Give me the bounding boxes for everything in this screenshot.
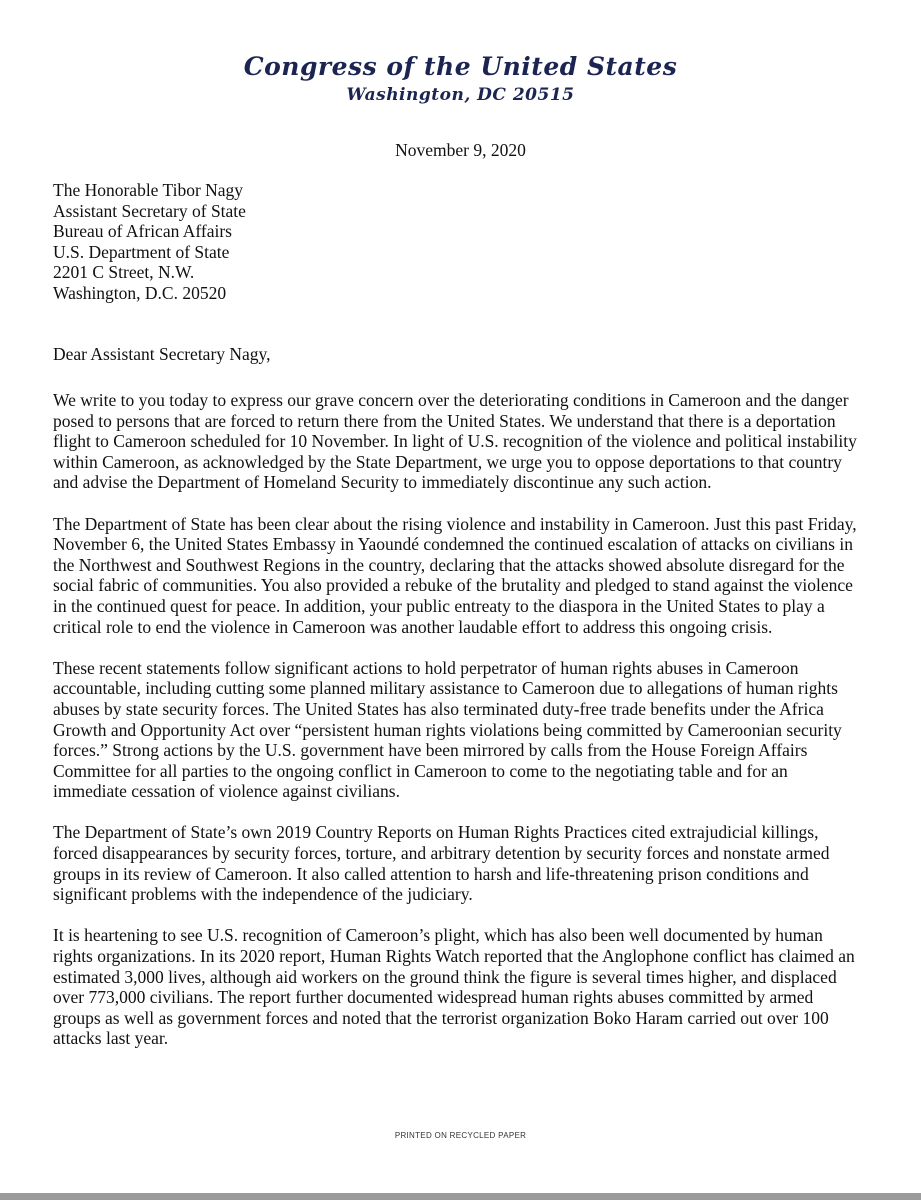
page-bottom-edge bbox=[0, 1193, 921, 1200]
salutation: Dear Assistant Secretary Nagy, bbox=[53, 344, 271, 364]
recipient-line: U.S. Department of State bbox=[53, 241, 230, 262]
letter-body bbox=[53, 390, 863, 1070]
letter-date: November 9, 2020 bbox=[395, 140, 526, 160]
recycled-paper-note: PRINTED ON RECYCLED PAPER bbox=[394, 1131, 527, 1140]
recipient-line: Assistant Secretary of State bbox=[53, 200, 246, 221]
body-paragraph: These recent statements follow significant actions to hold perpetrator of human rights abuses in Cameroon accountable, including cutting some planned military assistance to Cameroon due to allegations of human rights abuses by state security forces. The United States has also terminated duty-free trade benefits under the Africa Growth and Opportunity Act over “persistent human rights violations being committed by Cameroonian security forces.” Strong actions by the U.S. government have been mirrored by calls from the House Foreign Affairs Committee for all parties to the ongoing conflict in Cameroon to come to the negotiating table and for an immediate cessation of violence against civilians. bbox=[53, 657, 842, 802]
body-paragraph: We write to you today to express our grave concern over the deteriorating conditions in Cameroon and the danger posed to persons that are forced to return there from the United States. We understand that there is a deportation flight to Cameroon scheduled for 10 November. In light of U.S. recognition of the violence and political instability within Cameroon, as acknowledged by the State Department, we urge you to oppose deportations to that country and advise the Department of Homeland Security to immediately discontinue any such action. bbox=[53, 390, 857, 493]
letterhead-address: Washington, DC 20515 bbox=[346, 85, 575, 105]
letterhead-title: Congress of the United States bbox=[243, 52, 678, 81]
recipient-line: Washington, D.C. 20520 bbox=[53, 282, 227, 303]
recipient-line: The Honorable Tibor Nagy bbox=[53, 180, 244, 200]
recipient-line: Bureau of African Affairs bbox=[53, 221, 232, 241]
body-paragraph: It is heartening to see U.S. recognition of Cameroon’s plight, which has also been well documented by human rights organizations. In its 2020 report, Human Rights Watch reported that the Anglophone conflict has claimed an estimated 3,000 lives, although aid workers on the ground think the figure is several times higher, and displaced over 773,000 civilians. The report further documented widespread human rights abuses committed by armed groups as well as government forces and noted that the terrorist organization Boko Haram carried out over 100 attacks last year. bbox=[53, 925, 855, 1049]
recipient-address-block bbox=[53, 180, 246, 303]
body-paragraph: The Department of State’s own 2019 Country Reports on Human Rights Practices cited extrajudicial killings, forced disappearances by security forces, torture, and arbitrary detention by security forces and nonstate armed groups in its review of Cameroon. It also called attention to harsh and life-threatening prison conditions and significant problems with the independence of the judiciary. bbox=[53, 822, 830, 905]
recipient-line: 2201 C Street, N.W. bbox=[53, 262, 195, 282]
body-paragraph: The Department of State has been clear about the rising violence and instability in Cameroon. Just this past Friday, November 6, the United States Embassy in Yaoundé condemned the continued escalation of attacks on civilians in the Northwest and Southwest Regions in the country, declaring that the attacks showed absolute disregard for the social fabric of communities. You also provided a rebuke of the brutality and pledged to stand against the violence in the continued quest for peace. In addition, your public entreaty to the diaspora in the United States to play a critical role to end the violence in Cameroon was another laudable effort to address this ongoing crisis. bbox=[53, 513, 857, 637]
